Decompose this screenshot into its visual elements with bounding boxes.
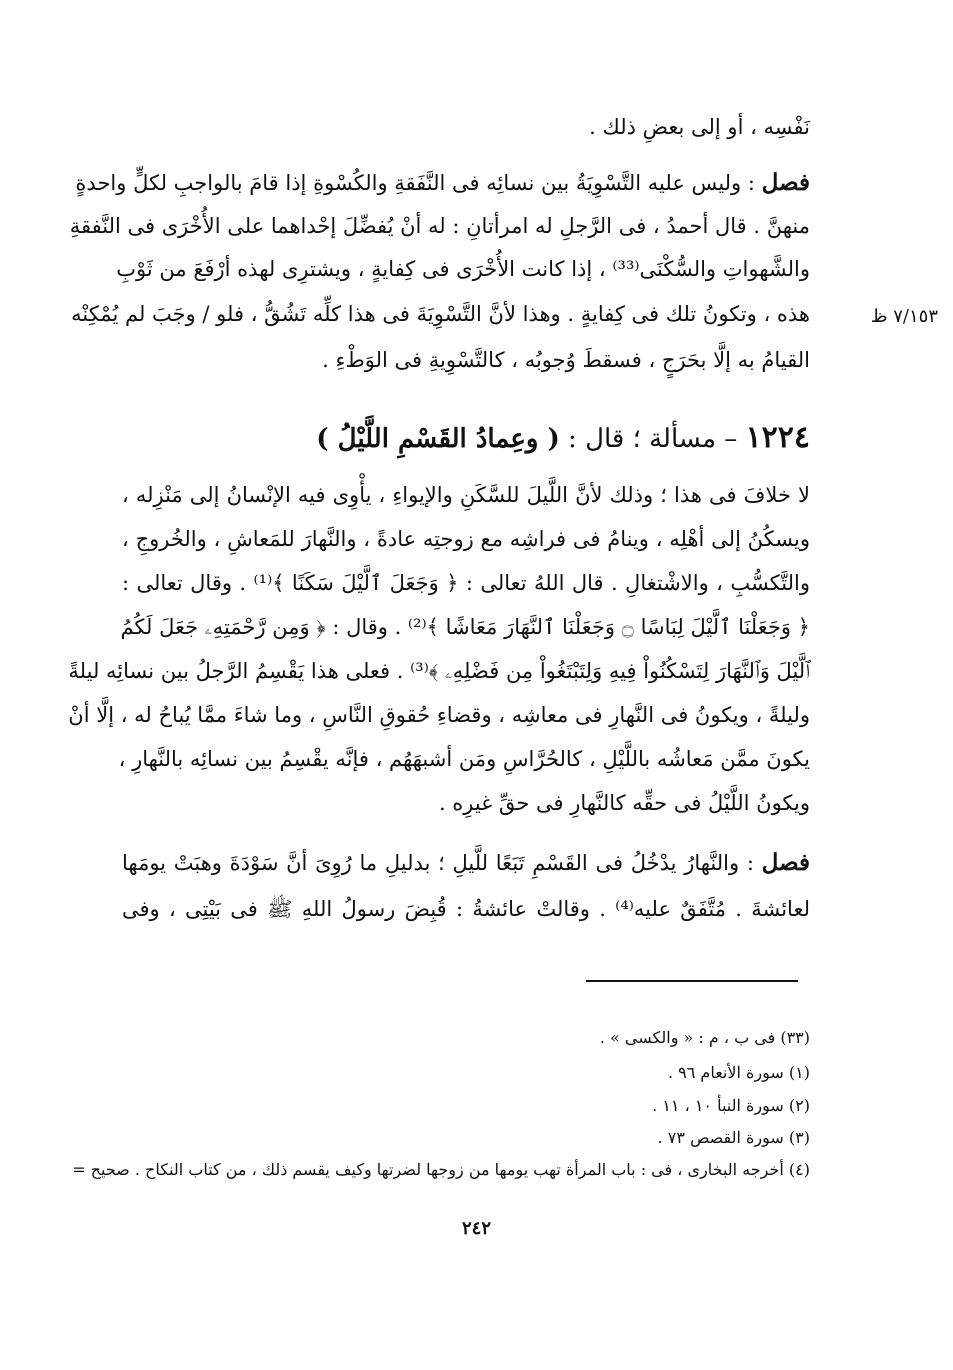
section2-line-1: لا خلافَ فى هذا ؛ وذلك لأنَّ اللَّيلَ للسَّكَنِ والإيواءِ ، يأْوِى فيه الإنْسانُ إلى مَنْزِله ، [122,483,810,507]
heading-label: – مسألة ؛ قال : [568,424,738,454]
section2-line-5: ٱلَّيْلَ وَٱلنَّهَارَ لِتَسْكُنُواْ فِيهِ وَلِتَبْتَغُواْ مِن فَضْلِهِۦ ﴾⁽³⁾ . فعلى هذا يَقْسِمُ الرَّجلُ بين نسائِه ليلةً [68,659,810,683]
section3-lead: فصل [761,849,810,876]
section1-line-1 [75,168,810,198]
section1-line-5: القيامُ به إلَّا بحَرَجٍ ، فسقطَ وُجوبُه ، كالتَّسْوِيةِ فى الوَطْءِ . [322,348,810,372]
footnote-divider [586,980,798,982]
margin-folio-note: ٧/١٥٣ ظ [870,306,938,327]
intro-line: نَفْسِه ، أو إلى بعضِ ذلك . [589,115,810,139]
footnote-3: (٣) سورة القصص ٧٣ . [657,1128,810,1147]
section2-line-2: ويسكُنُ إلى أهْلِه ، وينامُ فى فراشِه مع زوجتِه عادةً ، والنَّهارَ للمَعاشِ ، والخُروجِ ، [122,527,810,551]
section2-line-6: وليلةً ، ويكونُ فى النَّهارِ فى معاشِه ، وقضاءِ حُقوقِ النَّاسِ ، وما شاءَ ممَّا يُباحُ له ، إلَّا أنْ [68,703,810,727]
footnote-4: (٤) أخرجه البخارى ، فى : باب المرأة تهب يومها من زوجها لضرتها وكيف يقسم ذلك ، من كتاب النكاح . صحيح = [72,1160,810,1179]
section1-line-1-text: : وليس عليه التَّسْوِيَةُ بين نسائِه فى النَّفَقةِ والكُسْوةِ إذا قامَ بالواجبِ لكلٍّ واحدةٍ [75,171,755,195]
section1-line-3: والشَّهواتِ والسُّكْنَى⁽³³⁾ ، إذا كانت الأُخْرَى فى كِفايةٍ ، ويشترِى لهذه أرْفَعَ من ثَوْبِ [116,257,810,281]
mas-ala-heading [300,418,810,459]
section1-line-2: منهنَّ . قال أحمدُ ، فى الرَّجلِ له امرأتانِ : له أنْ يُفضِّلَ إحْداهما على الأُخْرَى فى النَّفقةِ [69,214,810,238]
heading-number: ١٢٢٤ [745,420,810,455]
section2-line-4: ﴿ وَجَعَلْنَا ٱلَّيْلَ لِبَاسًا ۝ وَجَعَلْنَا ٱلنَّهَارَ مَعَاشًا ﴾⁽²⁾ . وقال : ﴿ وَمِن رَّحْمَتِهِۦ جَعَلَ لَكُمُ [120,615,810,639]
section2-line-8: ويكونُ اللَّيْلُ فى حقِّه كالنَّهارِ فى حقِّ غيرِه . [438,791,810,815]
page-number: ٢٤٢ [461,1218,491,1239]
section2-line-7: يكونَ ممَّن مَعاشُه باللَّيْلِ ، كالحُرَّاسِ ومَن أشبهَهُم ، فإنَّه يقْسِمُ بين نسائِه بالنَّهارِ ، [118,747,810,771]
section3-line-1-text: : والنَّهارُ يدْخُلُ فى القَسْمِ تَبَعًا للَّيلِ ؛ بدليلِ ما رُوِىَ أنَّ سَوْدَةَ وهبَتْ يومَها [122,851,754,875]
footnote-1: (١) سورة الأنعام ٩٦ . [667,1063,810,1082]
section1-line-4: هذه ، وتكونُ تلك فى كِفايةٍ . وهذا لأنَّ التَّسْوِيَةَ فى هذا كلِّه تَشُقُّ ، فلو / وجَبَ لم يُمْكِنْه [71,302,810,326]
section2-line-3: والتَّكسُّبِ ، والاشْتغالِ . قال اللهُ تعالى : ﴿ وَجَعَلَ ٱلَّيْلَ سَكَنًا ﴾⁽¹⁾ . وقال تعالى : [122,571,810,595]
section3-line-2: لعائشةَ . مُتَّفَقٌ عليه⁽⁴⁾ . وقالتْ عائشةُ : قُبِضَ رسولُ اللهِ ﷺ فى بَيْتِى ، وفى [122,897,810,921]
footnote-2: (٢) سورة النبأ ١٠ ، ١١ . [652,1096,810,1115]
section1-lead: فصل [761,169,810,196]
heading-title: ( وعِمادُ القَسْمِ اللَّيْلُ ) [316,424,560,454]
section3-line-1 [122,848,810,878]
footnote-33: (٣٣) فى ب ، م : « والكسى » . [599,1028,810,1047]
